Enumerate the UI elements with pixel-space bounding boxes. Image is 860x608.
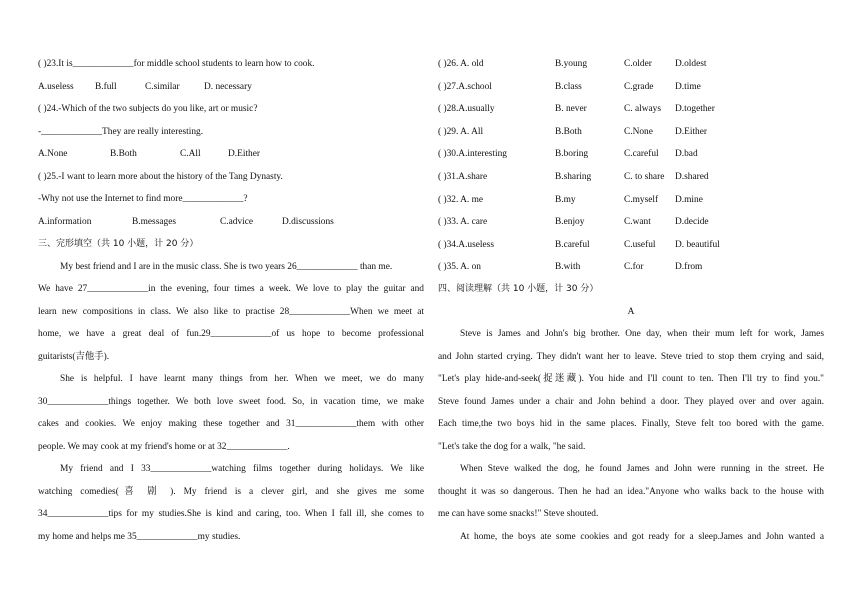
- option-b: B.with: [555, 262, 581, 273]
- option-d: D.oldest: [675, 59, 707, 69]
- option-c: C.grade: [624, 81, 654, 92]
- option-d: D.mine: [675, 194, 703, 205]
- option-c: C.want: [624, 217, 651, 228]
- option-b: B.Both: [110, 149, 137, 159]
- option-b: B. never: [555, 104, 587, 115]
- option-b: B.my: [555, 194, 576, 205]
- question-stem: ( )28.A.usually: [438, 104, 495, 115]
- reading-line: "Let's play hide-and-seek(捉迷藏). You hide and I'll count to ten. Then I'll try to find you.": [438, 374, 824, 384]
- reading-line: thought it was so dangerous. Then he had an idea."Anyone who walks back to the house with: [438, 487, 824, 497]
- passage-line: 34_____________tips for my studies.She is kind and caring, too. When I fall ill, she comes to: [38, 509, 424, 519]
- option-c: C.myself: [624, 194, 659, 205]
- option-d: D.Either: [675, 126, 708, 137]
- option-c: C. to share: [624, 172, 665, 182]
- passage-line: guitarists(吉他手).: [38, 352, 110, 362]
- option-b: B.careful: [555, 239, 590, 250]
- question-stem: ( )35. A. on: [438, 262, 481, 273]
- option-c: C.None: [624, 126, 653, 137]
- option-d: D.together: [675, 104, 715, 115]
- q23-stem: ( )23.It is_____________for middle school students to learn how to cook.: [38, 59, 315, 69]
- option-c: C.older: [624, 59, 652, 69]
- passage-line: learn new compositions in class. We also like to practise 28_____________When we meet at: [38, 307, 424, 317]
- reading-line: "Let's take the dog for a walk, "he said.: [438, 442, 586, 452]
- option-d: D. necessary: [204, 82, 252, 92]
- reading-line: and John started crying. They didn't want her to leave. Steve tried to stop them crying and said,: [438, 352, 824, 362]
- question-stem: ( )31.A.share: [438, 172, 488, 182]
- section-3-title: 三、完形填空（共 10 小题，计 20 分）: [38, 239, 199, 249]
- option-d: D.Either: [228, 149, 261, 159]
- q25-line2: -Why not use the Internet to find more_____________?: [38, 194, 248, 204]
- option-c: C.similar: [145, 82, 180, 92]
- passage-line: home, we have a great deal of fun.29_____________of us hope to become professional: [38, 329, 424, 339]
- reading-line: Steve is James and John's big brother. One day, when their mum left for work, James: [460, 329, 824, 339]
- option-c: C. always: [624, 104, 661, 115]
- passage-line: She is helpful. I have learnt many things from her. When we meet, we do many: [60, 374, 424, 384]
- option-d: D.time: [675, 81, 701, 92]
- option-c: C.useful: [624, 239, 656, 250]
- question-stem: ( )33. A. care: [438, 217, 488, 228]
- option-b: B.sharing: [555, 172, 592, 182]
- reading-line: Each time,the two boys hid in the same places. Finally, Steve felt too bored with the game.: [438, 419, 824, 429]
- reading-line: At home, the boys ate some cookies and got ready for a sleep.James and John wanted a: [460, 532, 824, 542]
- option-a: A.None: [38, 149, 68, 159]
- question-stem: ( )29. A. All: [438, 126, 484, 137]
- option-d: D. beautiful: [675, 239, 720, 250]
- reading-line: When Steve walked the dog, he found James and John were running in the street. He: [460, 464, 824, 474]
- reading-line: Steve found James under a chair and John behind a door. They played over and over again.: [438, 397, 824, 407]
- passage-line: My friend and I 33_____________watching films together during holidays. We like: [60, 464, 424, 474]
- question-stem: ( )27.A.school: [438, 81, 492, 92]
- option-d: D.discussions: [282, 217, 334, 227]
- option-b: B.messages: [132, 217, 177, 227]
- question-stem: ( )34.A.useless: [438, 239, 494, 250]
- option-d: D.from: [675, 262, 703, 273]
- option-c: C.careful: [624, 149, 659, 160]
- option-a: A.information: [38, 217, 92, 227]
- q25-stem: ( )25.-I want to learn more about the history of the Tang Dynasty.: [38, 172, 283, 182]
- option-d: D.bad: [675, 149, 698, 160]
- passage-label: A: [627, 307, 635, 317]
- option-d: D.shared: [675, 172, 709, 182]
- option-c: C.All: [180, 149, 201, 159]
- passage-line: My best friend and I are in the music class. She is two years 26_____________ than me.: [60, 262, 393, 272]
- passage-line: my home and helps me 35_____________my studies.: [38, 532, 241, 542]
- question-stem: ( )30.A.interesting: [438, 149, 507, 160]
- option-b: B.boring: [555, 149, 589, 160]
- option-b: B.full: [95, 82, 117, 92]
- passage-line: cakes and cookies. We enjoy making these together and 31_____________them with other: [38, 419, 424, 429]
- option-b: B.enjoy: [555, 217, 585, 228]
- option-b: B.young: [555, 59, 588, 69]
- section-4-title: 四、阅读理解（共 10 小题，计 30 分）: [438, 284, 599, 294]
- question-stem: ( )26. A. old: [438, 59, 484, 69]
- q24-stem: ( )24.-Which of the two subjects do you like, art or music?: [38, 104, 258, 114]
- option-b: B.class: [555, 81, 582, 92]
- passage-line: 30_____________things together. We both love sweet food. So, in vacation time, we make: [38, 397, 424, 407]
- question-stem: ( )32. A. me: [438, 194, 484, 205]
- passage-line: people. We may cook at my friend's home or at 32_____________.: [38, 442, 290, 452]
- q24-line2: -_____________They are really interesting.: [38, 127, 204, 137]
- passage-line: We have 27_____________in the evening, four times a week. We love to play the guitar and: [38, 284, 424, 294]
- passage-line: watching comedies(喜 剧 ). My friend is a clever girl, and she gives me some: [38, 487, 424, 497]
- reading-line: me can have some snacks!" Steve shouted.: [438, 509, 599, 519]
- option-c: C.advice: [220, 217, 254, 227]
- option-a: A.useless: [38, 82, 74, 92]
- option-b: B.Both: [555, 126, 582, 137]
- option-d: D.decide: [675, 217, 709, 228]
- option-c: C.for: [624, 262, 644, 273]
